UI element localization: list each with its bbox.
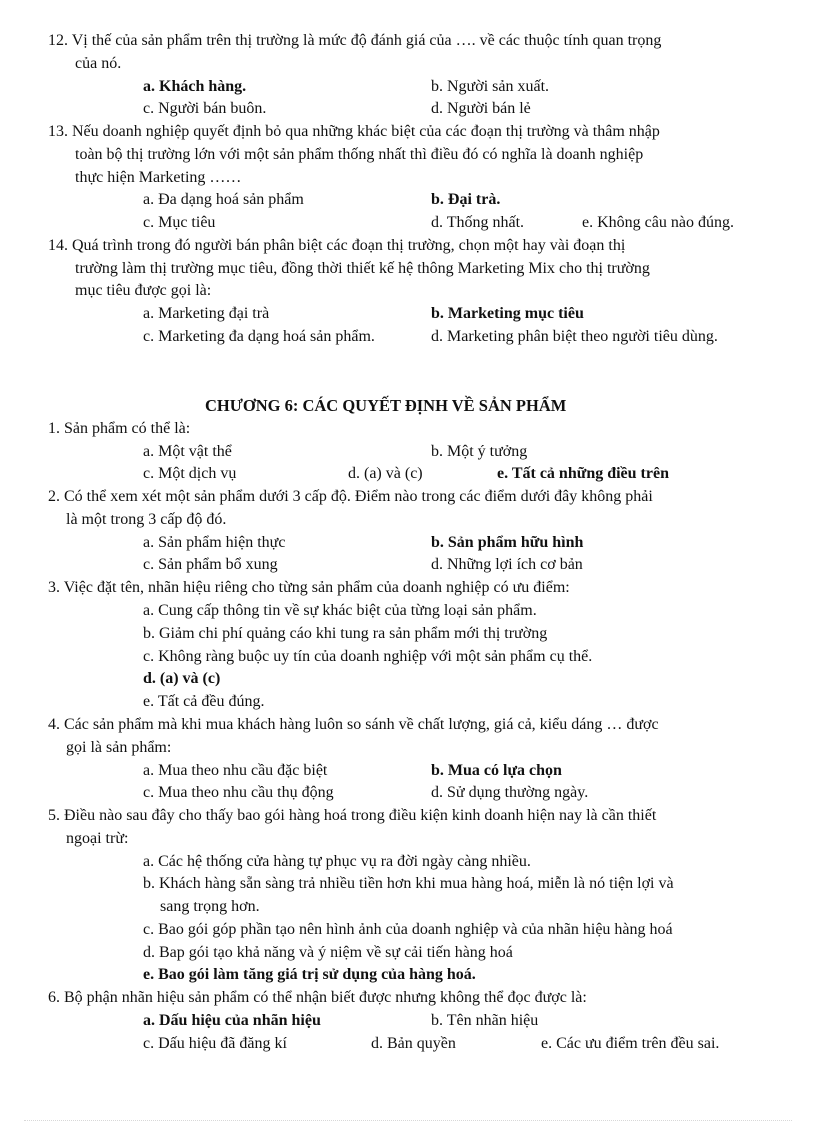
c2-option-a: a. Sản phẩm hiện thực (143, 534, 286, 551)
q12-stem-line-2: của nó. (75, 55, 122, 72)
c6-stem: 6. Bộ phận nhãn hiệu sản phẩm có thể nhận biết được nhưng không thể đọc được là: (48, 989, 587, 1006)
q12-option-c: c. Người bán buôn. (143, 100, 267, 117)
c5-stem-line-1: 5. Điều nào sau đây cho thấy bao gói hàng hoá trong điều kiện kinh doanh hiện nay là cần thiết (48, 807, 657, 824)
c1-option-b: b. Một ý tưởng (431, 443, 528, 460)
c5-option-a: a. Các hệ thống cửa hàng tự phục vụ ra đời ngày càng nhiều. (143, 853, 531, 870)
c3-option-b: b. Giảm chi phí quảng cáo khi tung ra sản phẩm mới thị trường (143, 625, 548, 642)
c3-option-d-correct: d. (a) và (c) (143, 670, 221, 687)
c4-option-c: c. Mua theo nhu cầu thụ động (143, 784, 334, 801)
q12-option-a-correct: a. Khách hàng. (143, 78, 247, 95)
c2-option-b-correct: b. Sản phẩm hữu hình (431, 534, 584, 551)
c4-stem-line-2: gọi là sản phẩm: (66, 739, 172, 756)
q13-option-b-correct: b. Đại trà. (431, 191, 501, 208)
q12-option-d: d. Người bán lẻ (431, 100, 531, 117)
q14-option-d: d. Marketing phân biệt theo người tiêu dùng. (431, 328, 718, 345)
c2-stem-line-1: 2. Có thể xem xét một sản phẩm dưới 3 cấp độ. Điểm nào trong các điểm dưới đây không phải (48, 488, 653, 505)
c2-option-c: c. Sản phẩm bổ xung (143, 556, 278, 573)
q12-stem-line-1: 12. Vị thế của sản phẩm trên thị trường là mức độ đánh giá của …. về các thuộc tính quan trọng (48, 32, 662, 49)
q13-option-d: d. Thống nhất. (431, 214, 525, 231)
c5-stem-line-2: ngoại trừ: (66, 830, 129, 847)
c4-option-b-correct: b. Mua có lựa chọn (431, 762, 562, 779)
c5-option-b-continued: sang trọng hơn. (160, 898, 260, 915)
c5-option-d: d. Bap gói tạo khả năng và ý niệm về sự cải tiến hàng hoá (143, 944, 513, 961)
c5-option-b: b. Khách hàng sẵn sàng trả nhiều tiền hơn khi mua hàng hoá, miễn là nó tiện lợi và (143, 875, 674, 892)
q14-option-c: c. Marketing đa dạng hoá sản phẩm. (143, 328, 375, 345)
q14-stem-line-1: 14. Quá trình trong đó người bán phân biệt các đoạn thị trường, chọn một hay vài đoạn thị (48, 237, 626, 254)
q14-stem-line-3: mục tiêu được gọi là: (75, 282, 212, 299)
c4-option-a: a. Mua theo nhu cầu đặc biệt (143, 762, 328, 779)
c1-stem: 1. Sản phẩm có thể là: (48, 420, 191, 437)
c1-option-a: a. Một vật thể (143, 443, 232, 460)
c3-option-e: e. Tất cả đều đúng. (143, 693, 265, 710)
q12-option-b: b. Người sản xuất. (431, 78, 550, 95)
c5-option-e-correct: e. Bao gói làm tăng giá trị sử dụng của hàng hoá. (143, 966, 476, 983)
q13-option-a: a. Đa dạng hoá sản phẩm (143, 191, 304, 208)
q13-stem-line-3: thực hiện Marketing …… (75, 169, 242, 186)
c4-option-d: d. Sử dụng thường ngày. (431, 784, 589, 801)
c6-option-e: e. Các ưu điểm trên đều sai. (541, 1035, 720, 1052)
c6-option-d: d. Bản quyền (371, 1035, 456, 1052)
c3-stem: 3. Việc đặt tên, nhãn hiệu riêng cho từng sản phẩm của doanh nghiệp có ưu điểm: (48, 579, 570, 596)
c2-option-d: d. Những lợi ích cơ bản (431, 556, 583, 573)
q14-option-b-correct: b. Marketing mục tiêu (431, 305, 584, 322)
c1-option-c: c. Một dịch vụ (143, 465, 237, 482)
c1-option-e-correct: e. Tất cả những điều trên (497, 465, 669, 482)
q14-stem-line-2: trường làm thị trường mục tiêu, đồng thời thiết kế hệ thông Marketing Mix cho thị trường (75, 260, 650, 277)
chapter-title: CHƯƠNG 6: CÁC QUYẾT ĐỊNH VỀ SẢN PHẨM (205, 396, 567, 415)
c6-option-c: c. Dấu hiệu đã đăng kí (143, 1035, 287, 1052)
c6-option-b: b. Tên nhãn hiệu (431, 1012, 539, 1029)
page-bottom-rule (24, 1120, 792, 1121)
c4-stem-line-1: 4. Các sản phẩm mà khi mua khách hàng luôn so sánh về chất lượng, giá cả, kiểu dáng … được (48, 716, 659, 733)
c3-option-c: c. Không ràng buộc uy tín của doanh nghiệp với một sản phẩm cụ thể. (143, 648, 593, 665)
q14-option-a: a. Marketing đại trà (143, 305, 270, 322)
c3-option-a: a. Cung cấp thông tin về sự khác biệt của từng loại sản phẩm. (143, 602, 537, 619)
c2-stem-line-2: là một trong 3 cấp độ đó. (66, 511, 227, 528)
q13-option-c: c. Mục tiêu (143, 214, 216, 231)
c6-option-a-correct: a. Dấu hiệu của nhãn hiệu (143, 1012, 321, 1029)
q13-option-e: e. Không câu nào đúng. (582, 214, 734, 231)
q13-stem-line-1: 13. Nếu doanh nghiệp quyết định bỏ qua những khác biệt của các đoạn thị trường và thâm nhập (48, 123, 660, 140)
c5-option-c: c. Bao gói góp phần tạo nên hình ảnh của doanh nghiệp và của nhãn hiệu hàng hoá (143, 921, 673, 938)
c1-option-d: d. (a) và (c) (348, 465, 423, 482)
q13-stem-line-2: toàn bộ thị trường lớn với một sản phẩm thống nhất thì điều đó có nghĩa là doanh nghiệp (75, 146, 644, 163)
